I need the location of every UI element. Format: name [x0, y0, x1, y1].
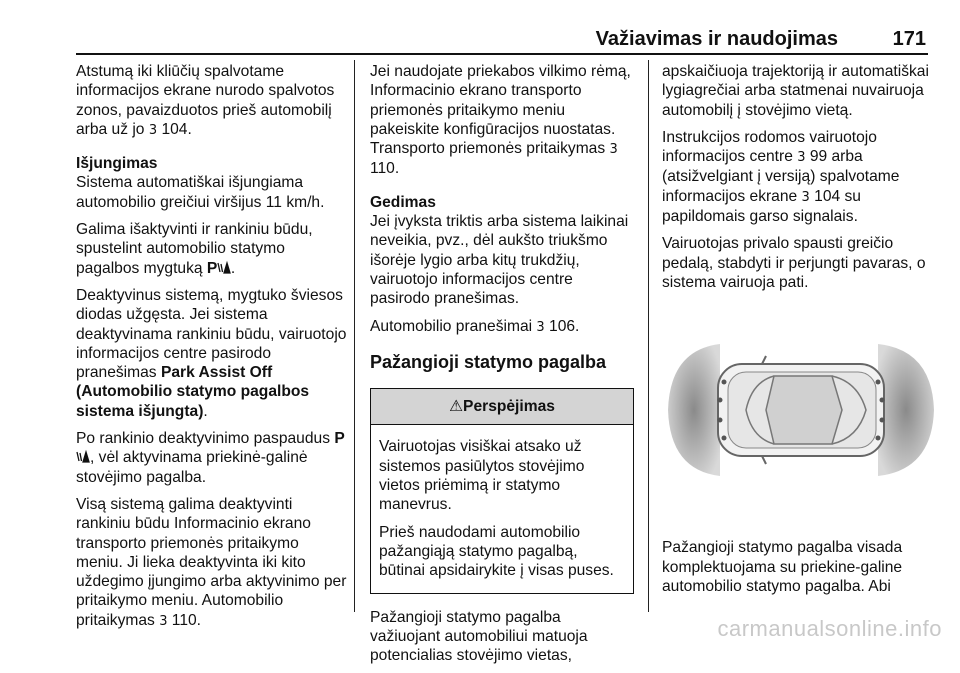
paragraph: Deaktyvinus sistemą, mygtuko šviesos diodas užgęsta. Jei sistema deaktyvinama rankiniu būdu, vairuotojo informacijos centre pasirodo pranešimas Park Assist Off (Automobilio statymo pagalbos sistema išjungta).	[76, 286, 347, 420]
column-divider-1	[354, 60, 355, 612]
arrow-ref-icon: 3	[801, 189, 810, 205]
arrow-ref-icon: 3	[797, 150, 806, 166]
warning-header: ⚠Perspėjimas	[371, 389, 633, 425]
heading-fault: Gedimas	[370, 193, 436, 211]
warning-icon: ⚠	[449, 398, 464, 416]
watermark: carmanualsonline.info	[717, 616, 942, 641]
column-1	[76, 62, 348, 639]
paragraph: apskaičiuoja trajektoriją ir automatiškai lygiagrečiai arba statmenai nuvairuoja automobilį į stovėjimo vietą.	[662, 63, 929, 119]
paragraph: Po rankinio deaktyvinimo paspaudus P, vėl aktyvinama priekinė-galinė stovėjimo pagalba.	[76, 430, 345, 486]
arrow-ref-icon: 3	[609, 142, 618, 158]
arrow-ref-icon: 3	[159, 613, 168, 629]
header-rule	[76, 53, 928, 55]
page-title: Važiavimas ir naudojimas	[595, 28, 838, 50]
parking-sensor-illustration	[662, 300, 940, 530]
page-number: 171	[892, 28, 926, 50]
paragraph: Jei naudojate priekabos vilkimo rėmą, Informacinio ekrano transporto priemonės pritaikymo meniu pakeiskite konfigūracijos nuostatas. Transporto priemonės pritaikymas 3 110.	[370, 63, 631, 178]
heading-disable: Išjungimas	[76, 155, 158, 173]
paragraph: Instrukcijos rodomos vairuotojo informacijos centre 3 99 arba (atsižvelgiant į versiją) spalvotame informacijos ekrane 3 104 su papildomais garso signalais.	[662, 128, 900, 226]
paragraph: Visą sistemą galima deaktyvinti rankiniu būdu Informacinio ekrano transporto priemonės pritaikymo meniu. Ji lieka deaktyvinta iki kito uždegimo įjungimo arba aktyvinimo per pritaikymo meniu. Automobilio pritaikymas 3 110.	[76, 495, 347, 629]
column-3	[662, 62, 940, 604]
paragraph: Pažangioji statymo pagalba visada komplektuojama su priekine-galine automobilio statymo pagalba. Abi	[662, 539, 903, 595]
column-divider-2	[648, 60, 649, 612]
warning-paragraph: Prieš naudodami automobilio pažangiąją statymo pagalbą, būtinai apsidairykite į visas puses.	[379, 523, 614, 580]
section-title: Pažangioji statymo pagalba	[370, 351, 607, 372]
paragraph: Jei įvyksta triktis arba sistema laikinai neveikia, pvz., dėl aukšto triukšmo išorėje lygio arba kitų trukdžių, vairuotojo informacijos centre pasirodo pranešimas.	[370, 213, 629, 308]
column-2	[370, 62, 634, 673]
paragraph: Sistema automatiškai išjungiama automobilio greičiui viršijus 11 km/h.	[76, 174, 325, 211]
paragraph: Pažangioji statymo pagalba važiuojant automobiliui matuoja potencialias stovėjimo vietas,	[370, 608, 588, 665]
warning-body	[371, 425, 633, 592]
warning-paragraph: Vairuotojas visiškai atsako už sistemos pasiūlytos stovėjimo vietos priėmimą ir statymo manevrus.	[379, 438, 585, 514]
arrow-ref-icon: 3	[536, 319, 545, 335]
park-assist-button-icon: P	[76, 430, 344, 466]
arrow-ref-icon: 3	[148, 122, 158, 138]
page-header	[76, 22, 928, 54]
paragraph: Vairuotojas privalo spausti greičio pedalą, stabdyti ir perjungti pavaras, o sistema vairuoja pati.	[662, 235, 926, 291]
paragraph: Atstumą iki kliūčių spalvotame informacijos ekrane nurodo spalvotos zonos, pavaizduotos prieš automobilį arba už jo 3 104.	[76, 63, 335, 138]
paragraph: Galima išaktyvinti ir rankiniu būdu, spustelint automobilio statymo pagalbos mygtuką P .	[76, 221, 313, 277]
warning-box	[370, 388, 634, 593]
park-assist-button-icon: P	[207, 260, 231, 277]
paragraph: Automobilio pranešimai 3 106.	[370, 317, 580, 335]
